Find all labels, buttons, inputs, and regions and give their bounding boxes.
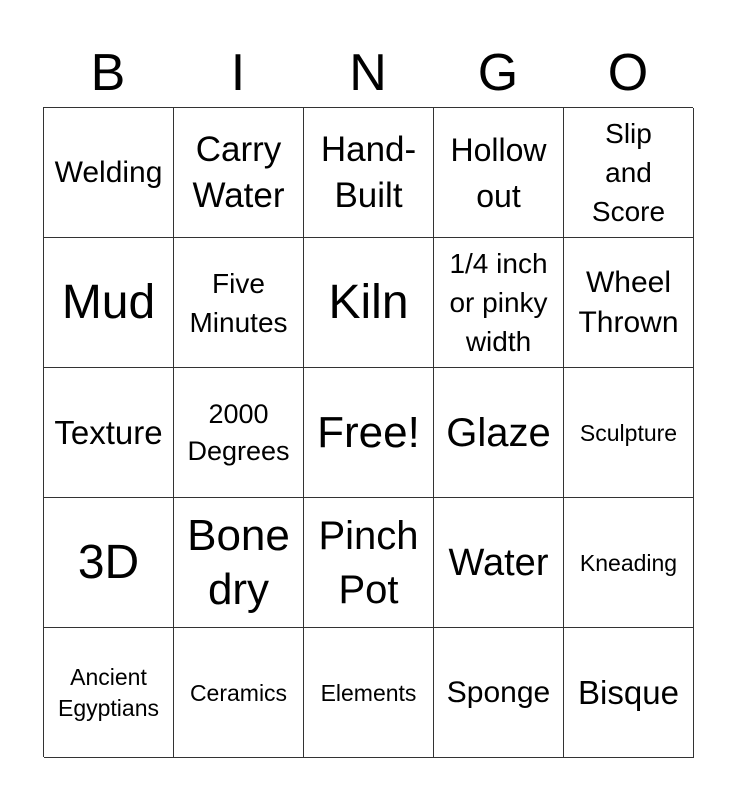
cell-label: 1/4 inch or pinky width bbox=[449, 248, 548, 357]
cell-label: Five Minutes bbox=[189, 267, 288, 338]
bingo-cell[interactable] bbox=[564, 498, 694, 628]
bingo-cell[interactable] bbox=[174, 498, 304, 628]
cell-label: Elements bbox=[320, 679, 417, 706]
cell-label: Kneading bbox=[579, 549, 678, 576]
header-letter-b: B bbox=[90, 44, 126, 102]
cell-label: 3D bbox=[77, 535, 140, 589]
bingo-cell[interactable] bbox=[564, 628, 694, 758]
cell-label: Sculpture bbox=[579, 419, 678, 446]
cell-label: Bisque bbox=[578, 673, 679, 711]
cell-label: Glaze bbox=[446, 410, 551, 455]
bingo-cell[interactable] bbox=[564, 238, 694, 368]
cell-label: Ancient Egyptians bbox=[57, 663, 159, 721]
bingo-cell[interactable] bbox=[304, 498, 434, 628]
header-letter-o: O bbox=[607, 44, 649, 102]
bingo-cell[interactable] bbox=[304, 108, 434, 238]
bingo-cell[interactable] bbox=[174, 368, 304, 498]
bingo-cell[interactable] bbox=[174, 108, 304, 238]
bingo-cell[interactable] bbox=[174, 238, 304, 368]
cell-label: Ceramics bbox=[189, 679, 288, 706]
header-letter-g: G bbox=[477, 44, 519, 102]
bingo-cell[interactable] bbox=[434, 368, 564, 498]
bingo-header bbox=[43, 40, 693, 106]
bingo-cell[interactable] bbox=[304, 628, 434, 758]
cell-label: Sponge bbox=[446, 675, 551, 709]
cell-label: Carry Water bbox=[192, 129, 285, 215]
cell-label: Hand-Built bbox=[320, 129, 417, 215]
bingo-cell[interactable] bbox=[44, 368, 174, 498]
cell-label: Wheel Thrown bbox=[578, 265, 679, 339]
cell-label: Free! bbox=[317, 407, 420, 457]
bingo-cell[interactable] bbox=[304, 368, 434, 498]
bingo-cell[interactable] bbox=[564, 368, 694, 498]
bingo-cell[interactable] bbox=[304, 238, 434, 368]
bingo-cell[interactable] bbox=[174, 628, 304, 758]
cell-label: 2000 Degrees bbox=[187, 398, 290, 466]
cell-label: Pinch Pot bbox=[318, 513, 419, 612]
cell-label: Hollow out bbox=[450, 131, 547, 214]
cell-label: Water bbox=[448, 541, 549, 584]
bingo-cell[interactable] bbox=[434, 498, 564, 628]
bingo-cell[interactable] bbox=[44, 238, 174, 368]
bingo-cell[interactable] bbox=[44, 498, 174, 628]
bingo-cell[interactable] bbox=[434, 628, 564, 758]
header-letter-i: I bbox=[230, 44, 246, 102]
header-letter-n: N bbox=[349, 44, 387, 102]
cell-label: Welding bbox=[54, 155, 163, 189]
cell-label: Kiln bbox=[328, 275, 409, 329]
cell-label: Texture bbox=[54, 413, 163, 451]
cell-label: Bone dry bbox=[187, 510, 290, 614]
bingo-cell[interactable] bbox=[44, 108, 174, 238]
bingo-cell[interactable] bbox=[434, 238, 564, 368]
cell-label: Slip and Score bbox=[591, 118, 666, 227]
bingo-cell[interactable] bbox=[434, 108, 564, 238]
cell-label: Mud bbox=[61, 275, 156, 329]
bingo-cell[interactable] bbox=[564, 108, 694, 238]
bingo-cell[interactable] bbox=[44, 628, 174, 758]
bingo-board bbox=[43, 107, 693, 757]
